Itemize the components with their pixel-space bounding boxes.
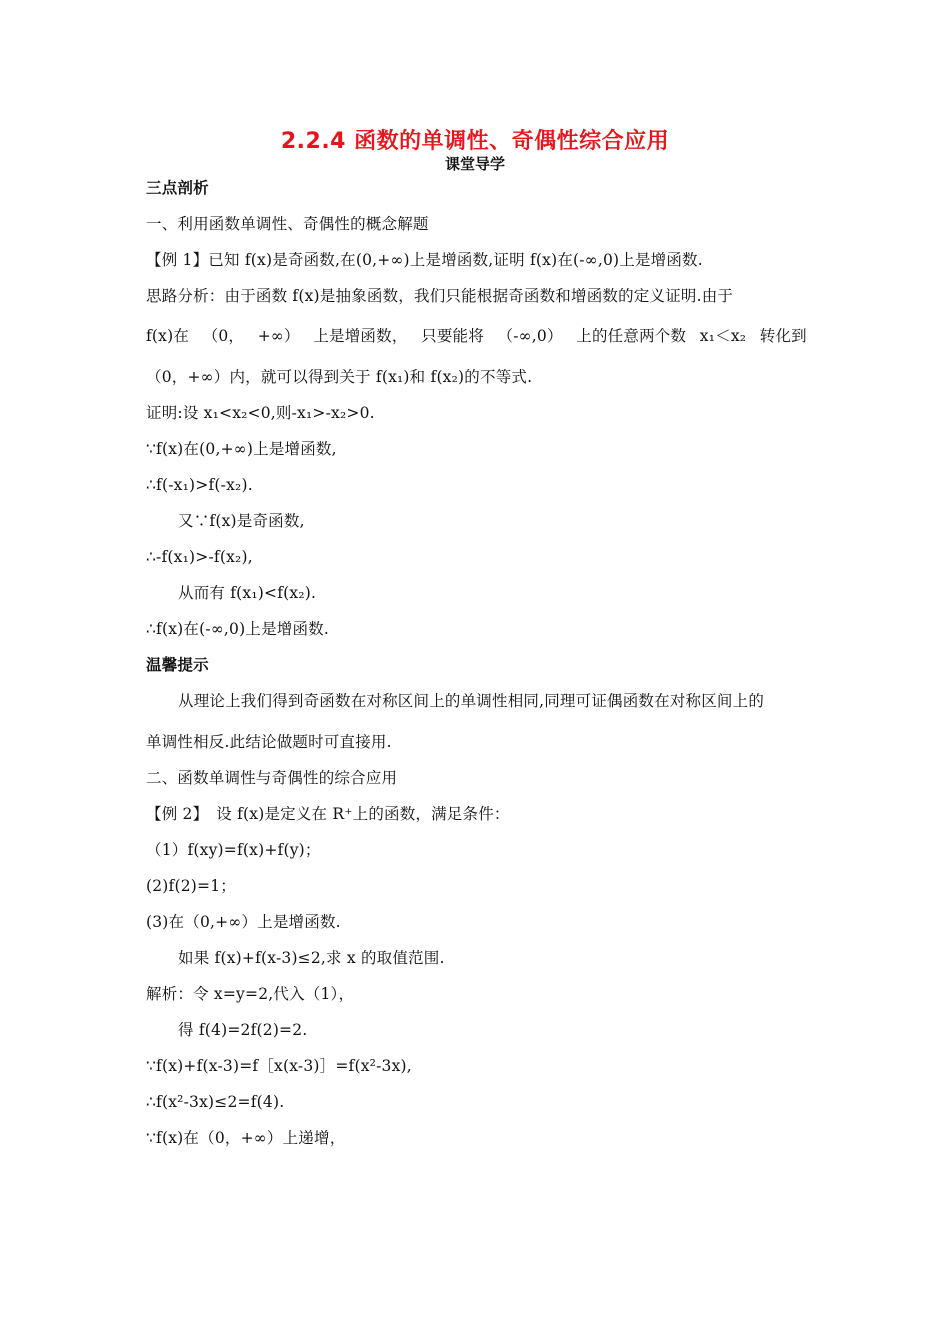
analysis-part: +∞）	[257, 327, 300, 345]
example1-text: 【例 1】已知 f(x)是奇函数,在(0,+∞)上是增函数,证明 f(x)在(-∞,0)上是增函数.	[146, 251, 703, 269]
proof-line-6: 从而有 f(x₁)<f(x₂).	[178, 584, 317, 602]
solution-line-1: 解析：令 x=y=2,代入（1），	[146, 985, 355, 1003]
tip-heading: 温馨提示	[146, 656, 209, 674]
analysis-part: （0，	[202, 327, 245, 345]
page-subtitle: 课堂导学	[444, 155, 505, 173]
section-heading: 三点剖析	[146, 179, 209, 197]
analysis-part: f(x)在	[146, 327, 190, 345]
question-text: 如果 f(x)+f(x-3)≤2,求 x 的取值范围.	[178, 949, 445, 967]
analysis-part: 转化到	[759, 327, 807, 345]
solution-line-3: ∵f(x)+f(x-3)=f［x(x-3)］=f(x²-3x),	[146, 1057, 412, 1075]
condition-1: （1）f(xy)=f(x)+f(y)；	[146, 841, 321, 859]
analysis-line-1: 思路分析：由于函数 f(x)是抽象函数，我们只能根据奇函数和增函数的定义证明.由于	[146, 287, 734, 305]
analysis-line-2	[146, 326, 807, 346]
solution-line-5: ∵f(x)在（0，+∞）上递增，	[146, 1129, 346, 1147]
analysis-part: （-∞,0）	[497, 327, 563, 345]
analysis-part: 上的任意两个数	[576, 327, 687, 345]
analysis-line-3: （0，+∞）内，就可以得到关于 f(x₁)和 f(x₂)的不等式.	[146, 368, 533, 386]
analysis-part: x₁＜x₂	[699, 327, 747, 345]
condition-2: (2)f(2)=1；	[146, 877, 236, 895]
part1-heading: 一、利用函数单调性、奇偶性的概念解题	[146, 215, 429, 233]
tip-line-1: 从理论上我们得到奇函数在对称区间上的单调性相同,同理可证偶函数在对称区间上的	[178, 692, 765, 710]
analysis-part: 上是增函数，	[313, 327, 408, 345]
part2-heading: 二、函数单调性与奇偶性的综合应用	[146, 769, 398, 787]
tip-line-2: 单调性相反.此结论做题时可直接用.	[146, 733, 392, 751]
solution-line-2: 得 f(4)=2f(2)=2.	[178, 1021, 308, 1039]
proof-line-3: ∴f(-x₁)>f(-x₂).	[146, 476, 253, 494]
proof-line-5: ∴-f(x₁)>-f(x₂),	[146, 548, 253, 566]
example2-text: 【例 2】 设 f(x)是定义在 R⁺上的函数，满足条件：	[146, 805, 510, 823]
analysis-part: 只要能将	[421, 327, 484, 345]
proof-line-2: ∵f(x)在(0,+∞)上是增函数,	[146, 440, 337, 458]
page-title: 2.2.4 函数的单调性、奇偶性综合应用	[280, 129, 670, 154]
solution-line-4: ∴f(x²-3x)≤2=f(4).	[146, 1093, 285, 1111]
proof-line-4: 又∵f(x)是奇函数,	[178, 512, 305, 530]
proof-line-1: 证明:设 x₁<x₂<0,则-x₁>-x₂>0.	[146, 404, 375, 422]
condition-3: (3)在（0,+∞）上是增函数.	[146, 913, 341, 931]
proof-line-7: ∴f(x)在(-∞,0)上是增函数.	[146, 620, 329, 638]
